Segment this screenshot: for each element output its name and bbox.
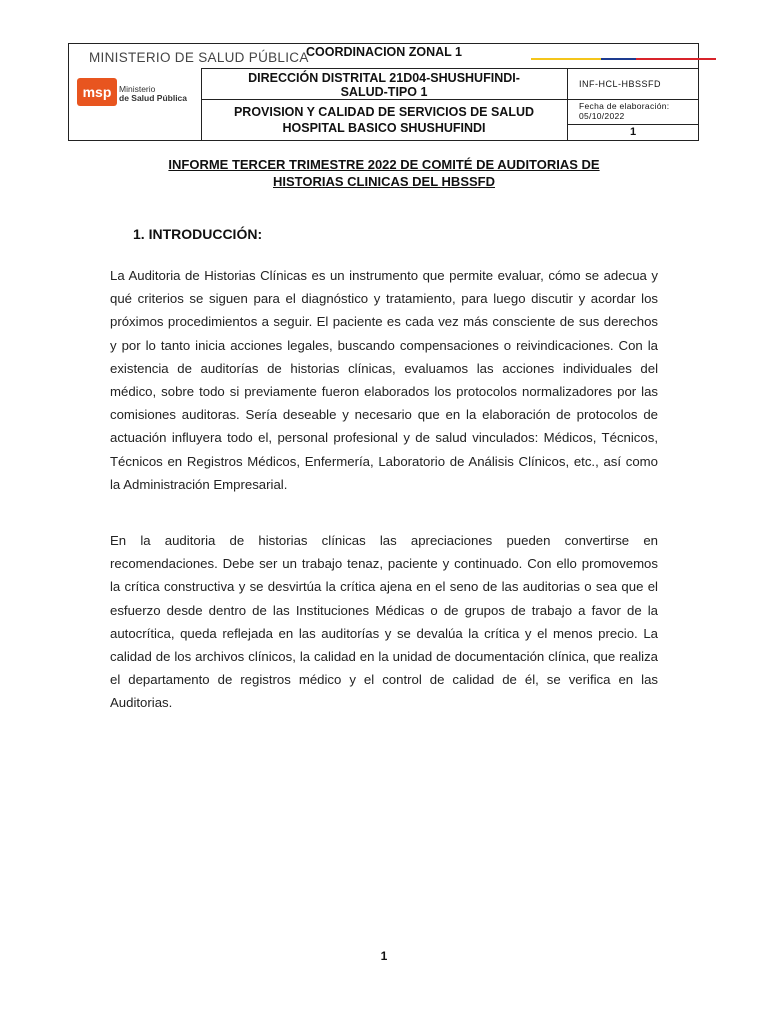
header-divider [201, 68, 699, 69]
district-direction [201, 71, 567, 99]
flag-bar-red [636, 58, 716, 60]
paragraph-introduction: La Auditoria de Historias Clínicas es un instrumento que permite evaluar, cómo se adecua y qué criterios se siguen para el diagnóstico y tratamiento, para luego discutir y acordar los próximos procedimientos a seguir. El paciente es cada vez más consciente de sus derechos y por lo tanto inicia acciones legales, buscando compensaciones o reivindicaciones. Con la existencia de auditorías de historias clínicas, evaluamos las acciones individuales del médico, sobre todo si previamente fueron elaborados los protocolos normalizadores por las comisiones auditoras. Sería deseable y necesario que en la elaboración de protocolos de actuación influyera todo el, personal profesional y de salud vinculados: Médicos, Técnicos, Técnicos en Registros Médicos, Enfermería, Laboratorio de Análisis Clínicos, etc., así como la Administración Empresarial. [110, 268, 658, 492]
header-divider [567, 124, 699, 125]
ministry-name: MINISTERIO DE SALUD PÚBLICA [89, 50, 309, 65]
msp-logo-icon [77, 78, 117, 106]
report-title-line1: INFORME TERCER TRIMESTRE 2022 DE COMITÉ DE AUDITORIAS DE [168, 157, 600, 172]
document-header [68, 43, 699, 141]
header-page-number: 1 [629, 126, 637, 138]
logo-caption [119, 85, 187, 103]
service-provision-line2: HOSPITAL BASICO SHUSHUFINDI [282, 121, 486, 135]
coordination-zone: COORDINACION ZONAL 1 [305, 45, 463, 59]
elaboration-date [579, 101, 669, 121]
footer-page-number: 1 [380, 949, 388, 963]
report-title [100, 156, 668, 190]
elaboration-date-label: Fecha de elaboración: [579, 101, 670, 111]
document-code: INF-HCL-HBSSFD [579, 79, 662, 89]
paragraph-recommendations: En la auditoria de historias clínicas las apreciaciones pueden convertirse en recomendaciones. Debe ser un trabajo tenaz, paciente y continuado. Con ello promovemos la crítica constructiva y se desvirtúa la crítica ajena en el seno de las auditorias o sea que el esfuerzo desde dentro de las Instituciones Médicas o de grupos de trabajo a favor de la autocrítica, queda reflejada en las auditorías y se devalúa la crítica y el menos precio. La calidad de los archivos clínicos, la calidad en la unidad de documentación clínica, que realiza el departamento de registros médico y el control de calidad de él, se verifica en las Auditorias. [110, 533, 658, 711]
elaboration-date-value: 05/10/2022 [579, 111, 625, 121]
header-divider [201, 99, 699, 100]
section-heading: 1. INTRODUCCIÓN: [133, 226, 263, 242]
logo-caption-line1: Ministerio [119, 84, 156, 94]
logo-caption-line2: de Salud Pública [119, 93, 188, 103]
district-direction-line2: SALUD-TIPO 1 [340, 85, 428, 99]
logo-mark-text: msp [82, 84, 112, 100]
report-title-line2: HISTORIAS CLINICAS DEL HBSSFD [273, 174, 495, 189]
flag-bar-blue [601, 58, 636, 60]
service-provision-line1: PROVISION Y CALIDAD DE SERVICIOS DE SALUD [233, 105, 535, 119]
service-provision [201, 104, 567, 136]
district-direction-line1: DIRECCIÓN DISTRITAL 21D04-SHUSHUFINDI- [248, 71, 520, 85]
